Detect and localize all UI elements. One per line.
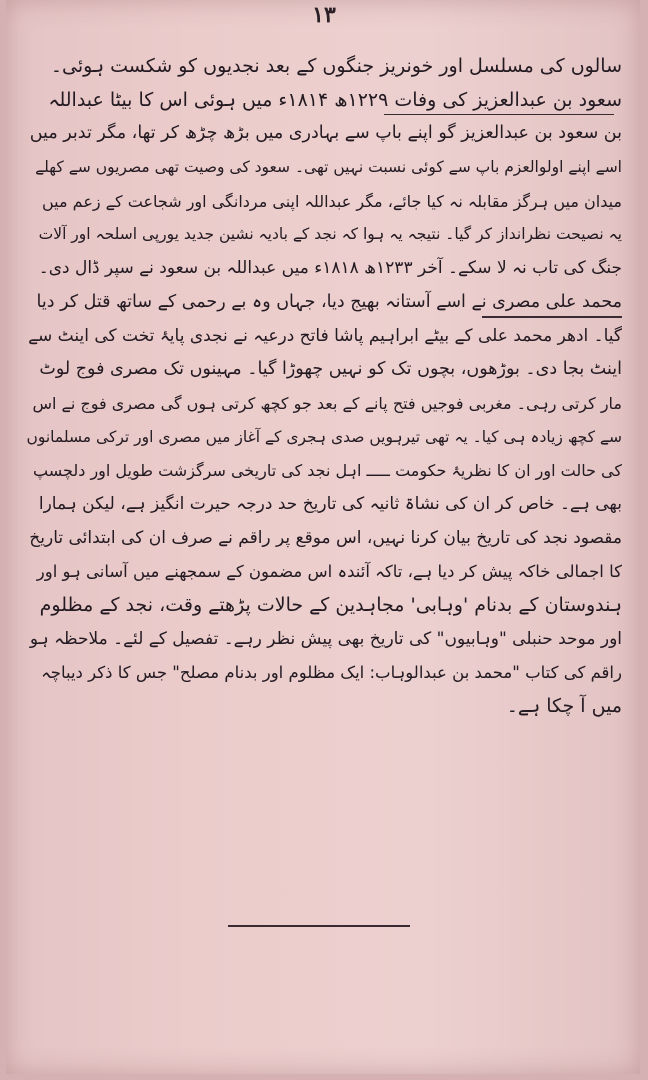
text-line: مار کرتی رہی۔ مغربی فوجیں فتح پانے کے بعد جو کچھ کرتی ہوں گی مصری فوج نے اس xyxy=(32,393,622,413)
text-line: اینٹ بجا دی۔ بوڑھوں، بچوں تک کو نہیں چھوڑا گیا۔ مہینوں تک مصری فوج لوٹ xyxy=(39,359,622,380)
text-line: مقصود نجد کی تاریخ بیان کرنا نہیں، اس موقع پر راقم نے صرف ان کی ابتدائی تاریخ xyxy=(29,527,622,548)
text-line: سے کچھ زیادہ ہی کیا۔ یہ تھی تیرہویں صدی ہجری کے آغاز میں مصری اور ترکی مسلمانوں xyxy=(26,427,622,446)
page-number: ۱۳ xyxy=(312,2,336,28)
section-end-rule xyxy=(228,925,410,927)
text-line: سالوں کی مسلسل اور خونریز جنگوں کے بعد نجدیوں کو شکست ہوئی۔ xyxy=(50,55,622,77)
text-line-section-heading: سعود بن عبدالعزیز کی وفات ۱۲۲۹ھ ۱۸۱۴ء میں ہوئی اس کا بیٹا عبداللہ xyxy=(26,84,622,118)
text-line: گیا۔ ادھر محمد علی کے بیٹے ابراہیم پاشا فاتح درعیہ نے نجدی پایۂ تخت کی اینٹ سے xyxy=(28,325,622,346)
text-line: بن سعود بن عبدالعزیز گو اپنے باپ سے بہادری میں بڑھ چڑھ کر تھا، مگر تدبر میں xyxy=(29,123,622,144)
text-line: اسے اپنے اولوالعزم باپ سے کوئی نسبت نہیں تھی۔ سعود کی وصیت تھی مصریوں سے کھلے xyxy=(35,158,622,177)
text-line-underlined-name: محمد علی مصری نے اسے آستانہ بھیج دیا، جہاں وہ بے رحمی کے ساتھ قتل کر دیا xyxy=(26,286,622,320)
text-line: اور موحد حنبلی "وہابیوں" کی تاریخ بھی پیش نظر رہے۔ تفصیل کے لئے۔ ملاحظہ ہو xyxy=(29,628,622,649)
body-text xyxy=(26,50,622,724)
text-line: ہندوستان کے بدنام 'وہابی' مجاہدین کے حالات پڑھتے وقت، نجد کے مظلوم xyxy=(39,594,622,616)
text-line: میدان میں ہرگز مقابلہ نہ کیا جائے، مگر عبداللہ اپنی مردانگی اور شجاعت کے زعم میں xyxy=(42,191,622,211)
text-line: بھی ہے۔ خاص کر ان کی نشاۃ ثانیہ کی تاریخ حد درجہ حیرت انگیز ہے، لیکن ہمارا xyxy=(38,493,622,514)
text-line: راقم کی کتاب "محمد بن عبدالوہاب: ایک مظلوم اور بدنام مصلح" جس کا ذکر دیباچہ xyxy=(41,663,622,683)
text-line: کی حالت اور ان کا نظریۂ حکومت ـــــ اہل نجد کی تاریخی سرگزشت طویل اور دلچسپ xyxy=(33,461,622,481)
text-line: میں آ چکا ہے۔ xyxy=(506,695,622,718)
text-line: یہ نصیحت نظرانداز کر گیا۔ نتیجہ یہ ہوا کہ نجد کے بادیہ نشین جدید یورپی اسلحہ اور آلات xyxy=(38,225,622,244)
text-line: کا اجمالی خاکہ پیش کر دیا ہے، تاکہ آئندہ اس مضمون کے سمجھنے میں آسانی ہو اور xyxy=(36,562,622,582)
text-line: جنگ کی تاب نہ لا سکے۔ آخر ۱۲۳۳ھ ۱۸۱۸ء میں عبداللہ بن سعود نے سپر ڈال دی۔ xyxy=(38,258,622,279)
